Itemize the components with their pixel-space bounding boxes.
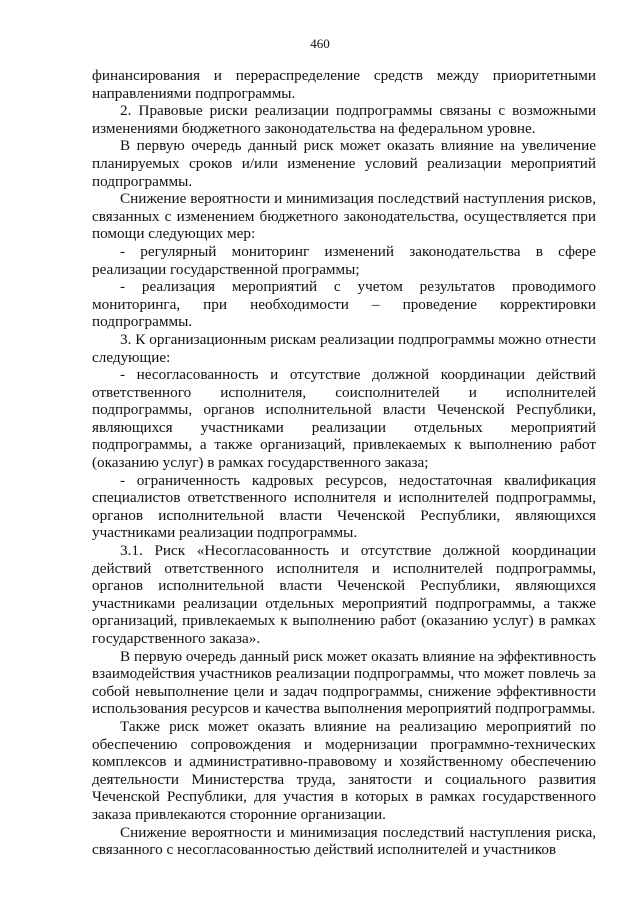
page-number: 460 bbox=[310, 36, 330, 51]
paragraph-5: - регулярный мониторинг изменений законодательства в сфере реализации государственной программы; bbox=[92, 242, 596, 278]
document-body bbox=[92, 67, 596, 859]
paragraph-8: - несогласованность и отсутствие должной координации действий ответственного исполнителя, соисполнителей и исполнителей подпрограммы, органов исполнительной власти Чеченской Республики, являющихся участниками реализации отдельных мероприятий подпрограммы, а также организаций, привлекаемых к выполнению работ (оказанию услуг) в рамках государственного заказа; bbox=[92, 366, 596, 472]
paragraph-6: - реализация мероприятий с учетом результатов проводимого мониторинга, при необходимости – проведение корректировки подпрограммы. bbox=[92, 278, 596, 331]
paragraph-13: Снижение вероятности и минимизация последствий наступления риска, связанного с несогласованностью действий исполнителей и участников bbox=[92, 823, 596, 859]
paragraph-3: В первую очередь данный риск может оказать влияние на увеличение планируемых сроков и/или изменение условий реализации мероприятий подпрограммы. bbox=[92, 137, 596, 190]
paragraph-11: В первую очередь данный риск может оказать влияние на эффективность взаимодействия участников реализации подпрограммы, что может повлечь за собой невыполнение цели и задач подпрограммы, снижение эффективности использования ресурсов и качества выполнения мероприятий подпрограммы. bbox=[92, 647, 596, 718]
paragraph-9: - ограниченность кадровых ресурсов, недостаточная квалификация специалистов ответственного исполнителя и исполнителей подпрограммы, органов исполнительной власти Чеченской Республики, являющихся участниками реализации подпрограммы. bbox=[92, 471, 596, 542]
paragraph-2: 2. Правовые риски реализации подпрограммы связаны с возможными изменениями бюджетного законодательства на федеральном уровне. bbox=[92, 102, 596, 137]
paragraph-1: финансирования и перераспределение средств между приоритетными направлениями подпрограммы. bbox=[92, 67, 596, 102]
paragraph-4: Снижение вероятности и минимизация последствий наступления рисков, связанных с изменением бюджетного законодательства, осуществляется при помощи следующих мер: bbox=[92, 190, 596, 243]
paragraph-12: Также риск может оказать влияние на реализацию мероприятий по обеспечению сопровождения и модернизации программно-технических комплексов и административно-правовому и хозяйственному обеспечению деятельности Министерства труда, занятости и социального развития Чеченской Республики, для участия в которых в рамках государственного заказа привлекаются сторонние организации. bbox=[92, 717, 596, 823]
paragraph-7: 3. К организационным рискам реализации подпрограммы можно отнести следующие: bbox=[92, 330, 596, 366]
paragraph-10: 3.1. Риск «Несогласованность и отсутствие должной координации действий ответственного исполнителя и исполнителей подпрограммы, органов исполнительной власти Чеченской Республики, являющихся участниками реализации отдельных мероприятий подпрограммы, а также организаций, привлекаемых к выполнению работ (оказанию услуг) в рамках государственного заказа». bbox=[92, 542, 596, 647]
